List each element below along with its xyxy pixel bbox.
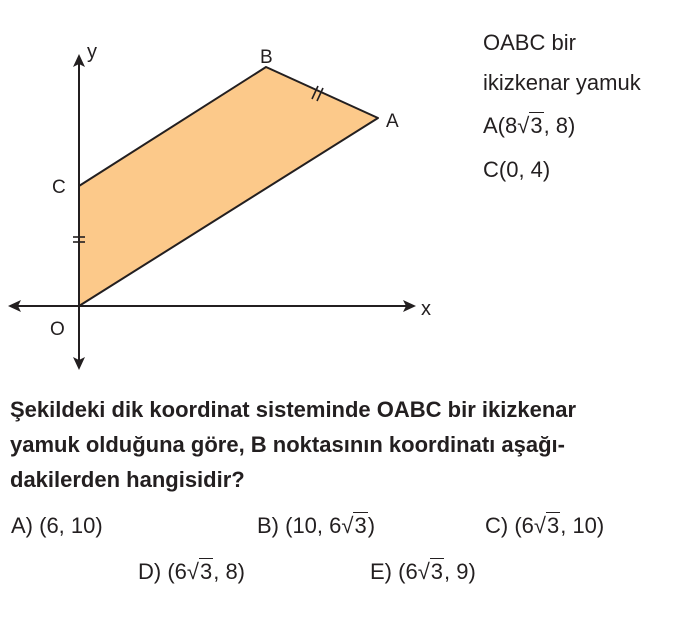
option-e-radicand: 3 bbox=[430, 559, 444, 584]
sqrt-symbol: √3 bbox=[417, 559, 444, 584]
point-label-o: O bbox=[50, 319, 65, 340]
question-line-2: yamuk olduğuna göre, B noktasının koordinatı aşağı- bbox=[10, 432, 565, 457]
given-point-a-radicand: 3 bbox=[530, 113, 543, 138]
given-point-a bbox=[483, 113, 575, 139]
option-b-prefix: B) (10, 6 bbox=[257, 513, 342, 538]
question-text bbox=[10, 392, 680, 497]
given-line-1: OABC bir bbox=[483, 30, 576, 55]
option-e-prefix: E) (6 bbox=[370, 559, 418, 584]
option-b-suffix: ) bbox=[367, 513, 376, 538]
given-point-a-prefix: A(8 bbox=[483, 113, 518, 138]
given-point-c: C(0, 4) bbox=[483, 157, 551, 182]
sqrt-symbol: √3 bbox=[341, 513, 367, 538]
given-line-2: ikizkenar yamuk bbox=[483, 70, 641, 95]
option-d-prefix: D) (6 bbox=[138, 559, 187, 584]
sqrt-symbol: √3 bbox=[533, 513, 560, 538]
sqrt-symbol: √3 bbox=[517, 113, 543, 138]
option-c-radicand: 3 bbox=[546, 513, 560, 538]
option-d[interactable] bbox=[138, 559, 245, 585]
point-label-b: B bbox=[260, 47, 273, 68]
option-e[interactable] bbox=[370, 559, 476, 585]
sqrt-symbol: √3 bbox=[186, 559, 213, 584]
option-a-text: A) (6, 10) bbox=[11, 513, 103, 538]
option-b[interactable] bbox=[257, 513, 375, 539]
option-a[interactable] bbox=[11, 513, 103, 539]
option-e-suffix: , 9) bbox=[444, 559, 476, 584]
question-line-1: Şekildeki dik koordinat sisteminde OABC bir ikizkenar bbox=[10, 397, 577, 422]
axis-x-label: x bbox=[421, 298, 431, 320]
option-c-suffix: , 10) bbox=[560, 513, 605, 538]
trapezoid-oabc bbox=[79, 67, 378, 306]
option-d-suffix: , 8) bbox=[213, 559, 246, 584]
axis-y-label: y bbox=[87, 41, 97, 63]
point-label-a: A bbox=[386, 111, 399, 132]
option-b-radicand: 3 bbox=[354, 513, 367, 538]
option-c-prefix: C) (6 bbox=[485, 513, 534, 538]
point-label-c: C bbox=[52, 177, 66, 198]
option-d-radicand: 3 bbox=[199, 559, 213, 584]
question-line-3: dakilerden hangisidir? bbox=[10, 467, 245, 492]
option-c[interactable] bbox=[485, 513, 604, 539]
given-point-a-suffix: , 8) bbox=[543, 113, 576, 138]
